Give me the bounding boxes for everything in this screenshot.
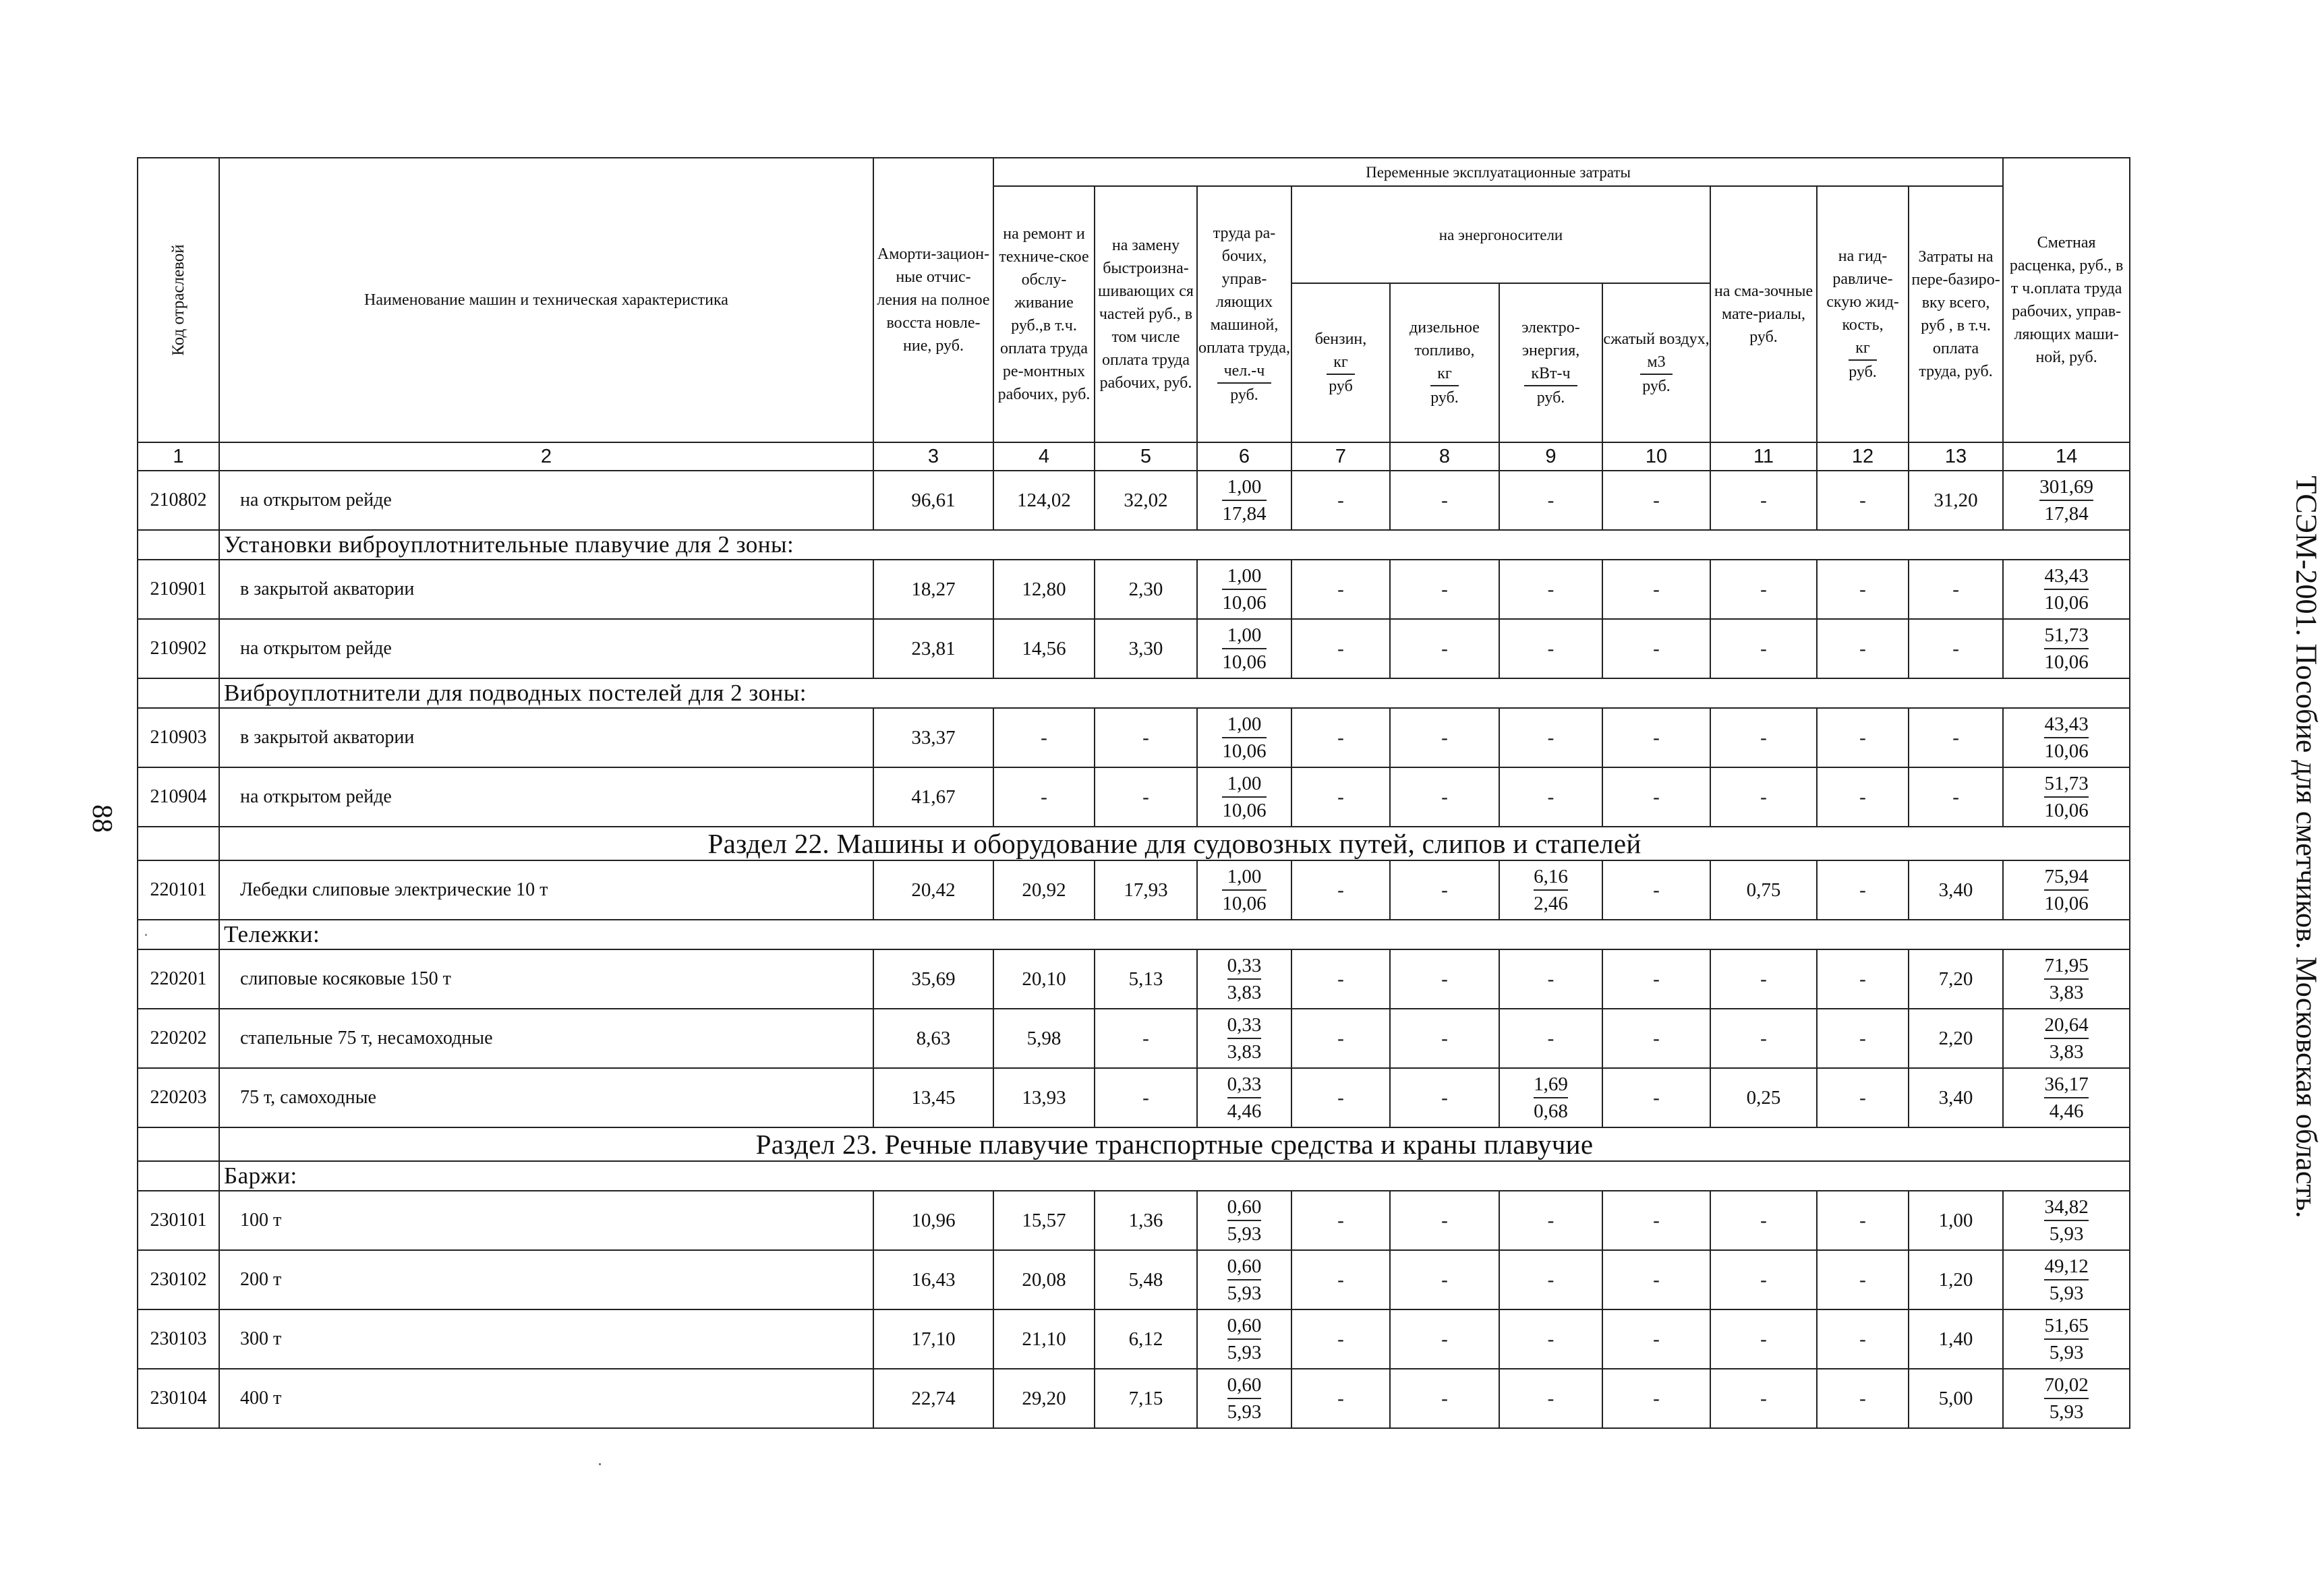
column-number: 2	[219, 442, 873, 471]
cell-lubricants: -	[1710, 471, 1817, 530]
cell-lubricants: -	[1710, 1309, 1817, 1369]
cell-lubricants: -	[1710, 560, 1817, 619]
cell-compressed-air: -	[1602, 619, 1710, 678]
row-name: 75 т, самоходные	[219, 1068, 873, 1127]
row-code	[138, 827, 219, 860]
cell-diesel: -	[1390, 471, 1499, 530]
cell-estimated-rate: $\frac{75,94}{10,06}$	[2003, 860, 2130, 920]
table-row	[138, 767, 2130, 827]
cell-relocation: 3,40	[1909, 860, 2003, 920]
cell-estimated-rate: $\frac{51,65}{5,93}$	[2003, 1309, 2130, 1369]
scan-speck	[599, 1463, 601, 1465]
cell-hydraulic-fluid: -	[1817, 1250, 1909, 1309]
cell-electricity: -	[1499, 560, 1602, 619]
row-code: 210902	[138, 619, 219, 678]
header-energy: на энергоносители	[1291, 186, 1710, 283]
cell-repair: 124,02	[993, 471, 1095, 530]
table-row	[138, 560, 2130, 619]
header-electricity: электро-энергия, кВт-ч руб.	[1499, 283, 1602, 442]
section-title: Раздел 23. Речные плавучие транспортные средства и краны плавучие	[219, 1127, 2130, 1161]
group-row	[138, 678, 2130, 708]
row-name: на открытом рейде	[219, 619, 873, 678]
cell-amortization: 8,63	[873, 1009, 993, 1068]
header-diesel: дизельное топливо, кг руб.	[1390, 283, 1499, 442]
section-title: Раздел 22. Машины и оборудование для судовозных путей, слипов и стапелей	[219, 827, 2130, 860]
cell-replacement: -	[1095, 708, 1197, 767]
table-header	[138, 158, 2130, 471]
cell-labor: $\frac{1,00}{10,06}$	[1197, 708, 1291, 767]
table-row	[138, 1250, 2130, 1309]
cell-compressed-air: -	[1602, 767, 1710, 827]
cell-hydraulic-fluid: -	[1817, 860, 1909, 920]
cell-electricity: -	[1499, 1309, 1602, 1369]
column-number: 6	[1197, 442, 1291, 471]
running-title: ТСЭМ-2001. Пособие для сметчиков. Московская область.	[2290, 475, 2323, 1218]
table-row	[138, 1009, 2130, 1068]
column-number: 8	[1390, 442, 1499, 471]
cell-repair: 5,98	[993, 1009, 1095, 1068]
cell-replacement: 1,36	[1095, 1191, 1197, 1250]
row-code: 220201	[138, 949, 219, 1009]
row-name: в закрытой акватории	[219, 708, 873, 767]
column-number: 12	[1817, 442, 1909, 471]
cell-petrol: -	[1291, 1009, 1390, 1068]
page-number: 88	[86, 804, 117, 833]
column-number: 5	[1095, 442, 1197, 471]
row-code	[138, 1161, 219, 1191]
row-name: на открытом рейде	[219, 471, 873, 530]
cell-petrol: -	[1291, 1191, 1390, 1250]
cell-lubricants: -	[1710, 1250, 1817, 1309]
row-code: 210802	[138, 471, 219, 530]
column-number: 1	[138, 442, 219, 471]
cell-electricity: -	[1499, 1369, 1602, 1428]
cell-diesel: -	[1390, 1191, 1499, 1250]
header-replacement: на замену быстроизна-шивающих ся частей руб., в том числе оплата труда рабочих, руб.	[1095, 186, 1197, 442]
cell-relocation: 1,00	[1909, 1191, 2003, 1250]
cell-replacement: 7,15	[1095, 1369, 1197, 1428]
cell-hydraulic-fluid: -	[1817, 767, 1909, 827]
header-hydraulic-fluid: на гид-равличе-скую жид-кость, кг руб.	[1817, 186, 1909, 442]
cell-labor: $\frac{0,33}{3,83}$	[1197, 1009, 1291, 1068]
cell-hydraulic-fluid: -	[1817, 471, 1909, 530]
cell-estimated-rate: $\frac{49,12}{5,93}$	[2003, 1250, 2130, 1309]
cell-petrol: -	[1291, 560, 1390, 619]
row-name: 200 т	[219, 1250, 873, 1309]
column-number: 7	[1291, 442, 1390, 471]
row-name: 300 т	[219, 1309, 873, 1369]
header-lubricants: на сма-зочные мате-риалы, руб.	[1710, 186, 1817, 442]
cell-compressed-air: -	[1602, 860, 1710, 920]
row-name: стапельные 75 т, несамоходные	[219, 1009, 873, 1068]
cell-estimated-rate: $\frac{51,73}{10,06}$	[2003, 767, 2130, 827]
cell-amortization: 20,42	[873, 860, 993, 920]
table-row	[138, 619, 2130, 678]
cell-labor: $\frac{0,60}{5,93}$	[1197, 1309, 1291, 1369]
row-code	[138, 920, 219, 949]
cell-petrol: -	[1291, 1250, 1390, 1309]
column-number: 9	[1499, 442, 1602, 471]
cell-relocation: 1,20	[1909, 1250, 2003, 1309]
header-variable-costs: Переменные эксплуатационные затраты	[993, 158, 2003, 186]
cell-estimated-rate: $\frac{43,43}{10,06}$	[2003, 560, 2130, 619]
group-row	[138, 1161, 2130, 1191]
cell-lubricants: -	[1710, 1369, 1817, 1428]
cell-compressed-air: -	[1602, 1191, 1710, 1250]
cell-compressed-air: -	[1602, 1009, 1710, 1068]
cell-amortization: 33,37	[873, 708, 993, 767]
cell-relocation: -	[1909, 708, 2003, 767]
column-number-row	[138, 442, 2130, 471]
cell-repair: -	[993, 708, 1095, 767]
cell-replacement: 5,13	[1095, 949, 1197, 1009]
cell-electricity: $\frac{1,69}{0,68}$	[1499, 1068, 1602, 1127]
cell-repair: 29,20	[993, 1369, 1095, 1428]
cell-relocation: 2,20	[1909, 1009, 2003, 1068]
cell-labor: $\frac{0,60}{5,93}$	[1197, 1369, 1291, 1428]
column-number: 3	[873, 442, 993, 471]
cell-replacement: -	[1095, 1009, 1197, 1068]
cell-lubricants: -	[1710, 708, 1817, 767]
row-code: 210901	[138, 560, 219, 619]
row-code	[138, 530, 219, 560]
cell-lubricants: -	[1710, 619, 1817, 678]
row-code	[138, 678, 219, 708]
column-number: 13	[1909, 442, 2003, 471]
cell-amortization: 10,96	[873, 1191, 993, 1250]
cell-electricity: -	[1499, 708, 1602, 767]
group-row	[138, 920, 2130, 949]
cell-replacement: 32,02	[1095, 471, 1197, 530]
column-number: 4	[993, 442, 1095, 471]
cell-lubricants: -	[1710, 1191, 1817, 1250]
cell-amortization: 13,45	[873, 1068, 993, 1127]
cell-hydraulic-fluid: -	[1817, 1309, 1909, 1369]
cell-hydraulic-fluid: -	[1817, 560, 1909, 619]
cell-compressed-air: -	[1602, 1250, 1710, 1309]
cell-repair: 20,10	[993, 949, 1095, 1009]
header-petrol: бензин, кг руб	[1291, 283, 1390, 442]
cell-electricity: -	[1499, 767, 1602, 827]
cell-diesel: -	[1390, 1250, 1499, 1309]
cell-repair: 20,08	[993, 1250, 1095, 1309]
group-title: Баржи:	[219, 1161, 2130, 1191]
cell-petrol: -	[1291, 708, 1390, 767]
cell-replacement: 6,12	[1095, 1309, 1197, 1369]
cell-diesel: -	[1390, 1068, 1499, 1127]
cell-repair: 13,93	[993, 1068, 1095, 1127]
cell-estimated-rate: $\frac{20,64}{3,83}$	[2003, 1009, 2130, 1068]
cell-amortization: 23,81	[873, 619, 993, 678]
cell-compressed-air: -	[1602, 471, 1710, 530]
cell-compressed-air: -	[1602, 1068, 1710, 1127]
cell-estimated-rate: $\frac{34,82}{5,93}$	[2003, 1191, 2130, 1250]
table-row	[138, 860, 2130, 920]
row-code: 210904	[138, 767, 219, 827]
cell-compressed-air: -	[1602, 560, 1710, 619]
cell-amortization: 17,10	[873, 1309, 993, 1369]
cell-lubricants: -	[1710, 1009, 1817, 1068]
cell-diesel: -	[1390, 1009, 1499, 1068]
header-estimated-rate: Сметная расценка, руб., в т ч.оплата труда рабочих, управ-ляющих маши- ной, руб.	[2003, 158, 2130, 442]
row-code: 230101	[138, 1191, 219, 1250]
cell-estimated-rate: $\frac{36,17}{4,46}$	[2003, 1068, 2130, 1127]
cell-replacement: 2,30	[1095, 560, 1197, 619]
cell-diesel: -	[1390, 619, 1499, 678]
cell-compressed-air: -	[1602, 949, 1710, 1009]
cell-diesel: -	[1390, 1309, 1499, 1369]
cell-estimated-rate: $\frac{71,95}{3,83}$	[2003, 949, 2130, 1009]
row-code: 230104	[138, 1369, 219, 1428]
cell-compressed-air: -	[1602, 1369, 1710, 1428]
cell-hydraulic-fluid: -	[1817, 1191, 1909, 1250]
row-code: 220101	[138, 860, 219, 920]
cell-compressed-air: -	[1602, 708, 1710, 767]
cell-hydraulic-fluid: -	[1817, 1369, 1909, 1428]
cell-electricity: -	[1499, 1250, 1602, 1309]
row-code: 230103	[138, 1309, 219, 1369]
cell-petrol: -	[1291, 1309, 1390, 1369]
header-repair: на ремонт и техниче-ское обслу-живание руб.,в т.ч. оплата труда ре-монтных рабочих, руб.	[993, 186, 1095, 442]
cell-hydraulic-fluid: -	[1817, 1068, 1909, 1127]
cell-diesel: -	[1390, 860, 1499, 920]
cell-estimated-rate: $\frac{51,73}{10,06}$	[2003, 619, 2130, 678]
cell-electricity: -	[1499, 471, 1602, 530]
table-row	[138, 1068, 2130, 1127]
table-row	[138, 1369, 2130, 1428]
table-row	[138, 1191, 2130, 1250]
cell-diesel: -	[1390, 767, 1499, 827]
cell-labor: $\frac{0,33}{3,83}$	[1197, 949, 1291, 1009]
header-labor: труда ра-бочих, управ-ляющих машиной, оплата труда, чел.-ч руб.	[1197, 186, 1291, 442]
cell-lubricants: 0,25	[1710, 1068, 1817, 1127]
cell-petrol: -	[1291, 1068, 1390, 1127]
row-name: слиповые косяковые 150 т	[219, 949, 873, 1009]
cell-replacement: 5,48	[1095, 1250, 1197, 1309]
cell-replacement: -	[1095, 1068, 1197, 1127]
group-row	[138, 530, 2130, 560]
cell-estimated-rate: $\frac{43,43}{10,06}$	[2003, 708, 2130, 767]
cell-repair: 15,57	[993, 1191, 1095, 1250]
row-name: в закрытой акватории	[219, 560, 873, 619]
cell-relocation: -	[1909, 767, 2003, 827]
group-title: Виброуплотнители для подводных постелей для 2 зоны:	[219, 678, 2130, 708]
cell-replacement: 3,30	[1095, 619, 1197, 678]
cell-lubricants: -	[1710, 949, 1817, 1009]
row-name: Лебедки слиповые электрические 10 т	[219, 860, 873, 920]
cell-relocation: -	[1909, 560, 2003, 619]
cell-labor: $\frac{0,60}{5,93}$	[1197, 1250, 1291, 1309]
row-code: 220202	[138, 1009, 219, 1068]
cell-replacement: 17,93	[1095, 860, 1197, 920]
cell-amortization: 41,67	[873, 767, 993, 827]
cell-amortization: 35,69	[873, 949, 993, 1009]
cell-amortization: 96,61	[873, 471, 993, 530]
cell-repair: 20,92	[993, 860, 1095, 920]
cell-relocation: -	[1909, 619, 2003, 678]
cell-repair: 14,56	[993, 619, 1095, 678]
cell-amortization: 18,27	[873, 560, 993, 619]
cell-relocation: 3,40	[1909, 1068, 2003, 1127]
cell-diesel: -	[1390, 560, 1499, 619]
row-name: 100 т	[219, 1191, 873, 1250]
cell-estimated-rate: $\frac{70,02}{5,93}$	[2003, 1369, 2130, 1428]
cell-labor: $\frac{1,00}{10,06}$	[1197, 560, 1291, 619]
cell-labor: $\frac{1,00}{10,06}$	[1197, 860, 1291, 920]
row-code	[138, 1127, 219, 1161]
cell-electricity: -	[1499, 619, 1602, 678]
header-code: Код отраслевой	[138, 158, 219, 442]
cell-petrol: -	[1291, 471, 1390, 530]
cell-repair: 21,10	[993, 1309, 1095, 1369]
cell-petrol: -	[1291, 860, 1390, 920]
cell-lubricants: -	[1710, 767, 1817, 827]
cell-electricity: -	[1499, 1191, 1602, 1250]
cell-amortization: 22,74	[873, 1369, 993, 1428]
cell-labor: $\frac{0,33}{4,46}$	[1197, 1068, 1291, 1127]
row-name: на открытом рейде	[219, 767, 873, 827]
cell-compressed-air: -	[1602, 1309, 1710, 1369]
row-code: 210903	[138, 708, 219, 767]
column-number: 10	[1602, 442, 1710, 471]
cell-petrol: -	[1291, 1369, 1390, 1428]
column-number: 11	[1710, 442, 1817, 471]
cell-electricity: -	[1499, 1009, 1602, 1068]
table-row	[138, 471, 2130, 530]
cell-relocation: 5,00	[1909, 1369, 2003, 1428]
cell-labor: $\frac{0,60}{5,93}$	[1197, 1191, 1291, 1250]
cell-relocation: 31,20	[1909, 471, 2003, 530]
row-name: 400 т	[219, 1369, 873, 1428]
cell-petrol: -	[1291, 949, 1390, 1009]
cell-hydraulic-fluid: -	[1817, 619, 1909, 678]
rates-table	[137, 157, 2130, 1429]
row-code: 220203	[138, 1068, 219, 1127]
cell-repair: -	[993, 767, 1095, 827]
cell-petrol: -	[1291, 767, 1390, 827]
cell-hydraulic-fluid: -	[1817, 1009, 1909, 1068]
table-row	[138, 949, 2130, 1009]
row-code: 230102	[138, 1250, 219, 1309]
cell-electricity: $\frac{6,16}{2,46}$	[1499, 860, 1602, 920]
header-name: Наименование машин и техническая характеристика	[219, 158, 873, 442]
header-relocation: Затраты на пере-базиро-вку всего, руб , в т.ч. оплата труда, руб.	[1909, 186, 2003, 442]
cell-labor: $\frac{1,00}{17,84}$	[1197, 471, 1291, 530]
header-amortization: Аморти-зацион-ные отчис-ления на полное восста новле-ние, руб.	[873, 158, 993, 442]
cell-relocation: 7,20	[1909, 949, 2003, 1009]
cell-replacement: -	[1095, 767, 1197, 827]
cell-diesel: -	[1390, 1369, 1499, 1428]
cell-hydraulic-fluid: -	[1817, 949, 1909, 1009]
cell-relocation: 1,40	[1909, 1309, 2003, 1369]
section-row	[138, 827, 2130, 860]
cell-labor: $\frac{1,00}{10,06}$	[1197, 619, 1291, 678]
cell-estimated-rate: $\frac{301,69}{17,84}$	[2003, 471, 2130, 530]
group-title: Установки виброуплотнительные плавучие для 2 зоны:	[219, 530, 2130, 560]
cell-lubricants: 0,75	[1710, 860, 1817, 920]
section-row	[138, 1127, 2130, 1161]
cell-labor: $\frac{1,00}{10,06}$	[1197, 767, 1291, 827]
column-number: 14	[2003, 442, 2130, 471]
cell-petrol: -	[1291, 619, 1390, 678]
group-title: Тележки:	[219, 920, 2130, 949]
cell-amortization: 16,43	[873, 1250, 993, 1309]
table-row	[138, 708, 2130, 767]
cell-repair: 12,80	[993, 560, 1095, 619]
table-row	[138, 1309, 2130, 1369]
table-body	[138, 471, 2130, 1428]
cell-diesel: -	[1390, 708, 1499, 767]
cell-hydraulic-fluid: -	[1817, 708, 1909, 767]
cell-diesel: -	[1390, 949, 1499, 1009]
cell-electricity: -	[1499, 949, 1602, 1009]
header-compressed-air: сжатый воздух, м3 руб.	[1602, 283, 1710, 442]
